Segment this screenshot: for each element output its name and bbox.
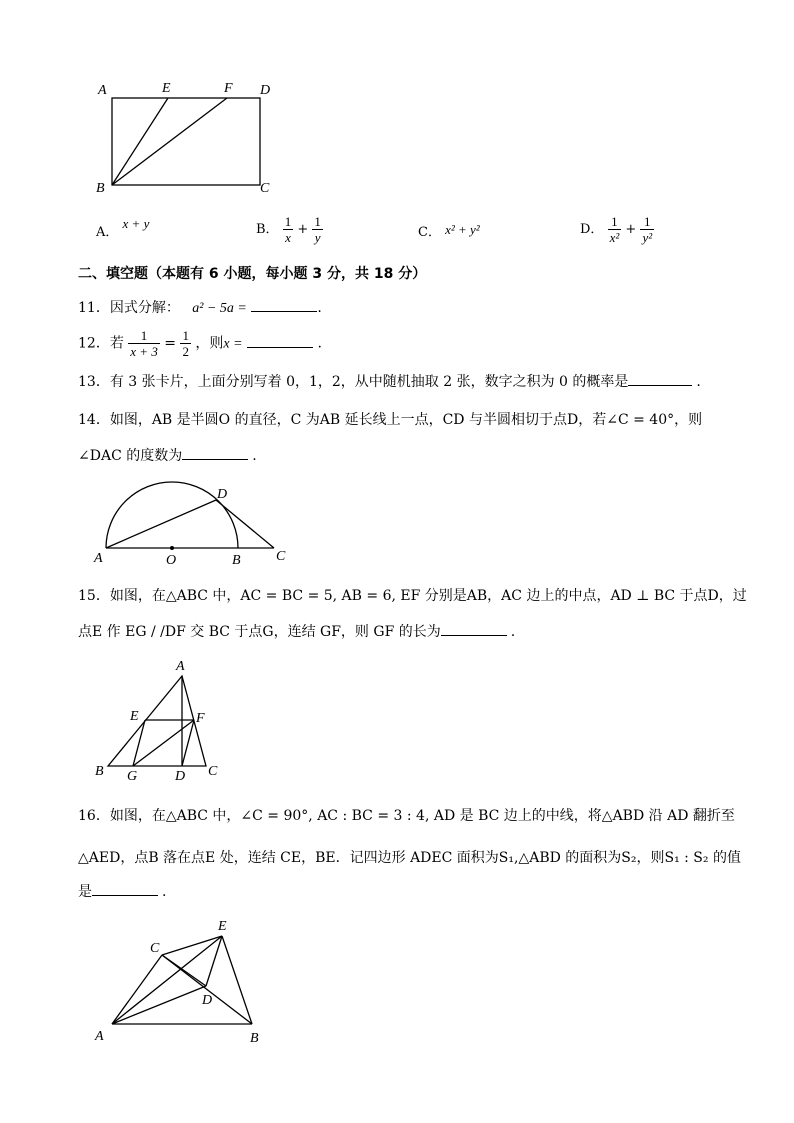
question-14-line-2: ∠DAC 的度数为 . xyxy=(78,448,257,464)
section-title: 二、填空题（本题有 6 小题，每小题 3 分，共 18 分） xyxy=(78,266,427,282)
segment-bf xyxy=(112,98,227,185)
semicircle-figure xyxy=(90,478,300,570)
label-e: E xyxy=(162,81,171,96)
rectangle-abcd xyxy=(112,98,260,185)
label-e: E xyxy=(218,919,227,934)
label-d: D xyxy=(217,487,228,502)
triangle-figure xyxy=(90,654,230,784)
label-a: A xyxy=(94,551,103,566)
answer-blank-15[interactable] xyxy=(441,622,507,636)
label-d: D xyxy=(175,769,186,784)
label-a: A xyxy=(176,659,185,674)
rectangle-figure xyxy=(90,76,290,200)
question-16-line-1: 16．如图，在△ABC 中，∠C = 90°, AC : BC = 3 : 4, AD 是 BC 边上的中线，将△ABD 沿 AD 翻折至 xyxy=(78,808,735,824)
label-b: B xyxy=(95,764,104,779)
segment-ed xyxy=(206,936,222,986)
label-a: A xyxy=(95,1029,104,1044)
segment-gf xyxy=(133,720,194,766)
question-11: 11．因式分解： a² − 5a = . xyxy=(78,300,322,316)
option-c[interactable]: C． x² + y² xyxy=(418,222,480,240)
segment-be xyxy=(112,98,168,185)
segment-ce xyxy=(162,936,222,955)
label-b: B xyxy=(232,553,241,568)
label-f: F xyxy=(196,711,205,726)
label-e: E xyxy=(130,709,139,724)
label-c: C xyxy=(260,181,270,196)
fold-figure xyxy=(90,910,280,1050)
label-d: D xyxy=(260,83,271,98)
answer-blank-12[interactable] xyxy=(247,334,313,348)
option-b[interactable]: B． $\frac{1}{x}$ + $\frac{1}{y}$ xyxy=(256,214,321,245)
question-16-line-3: 是 . xyxy=(78,884,167,900)
triangle-abc xyxy=(108,676,206,766)
question-15-line-2: 点E 作 EG / /DF 交 BC 于点G，连结 GF，则 GF 的长为 . xyxy=(78,624,516,640)
tangent-cd xyxy=(216,500,274,548)
answer-blank-13[interactable] xyxy=(628,372,692,386)
label-c: C xyxy=(276,549,286,564)
option-d[interactable]: D． $\frac{1}{\text{x²}}$ + $\frac{1}{\text{y²}}$ xyxy=(580,214,653,245)
label-o: O xyxy=(166,553,177,568)
label-b: B xyxy=(96,181,105,196)
answer-blank-16[interactable] xyxy=(92,882,158,896)
question-12: 12．若 $\frac{1}{x + 3}$ = $\frac{1}{2}$ ，则x = . xyxy=(78,328,322,359)
label-g: G xyxy=(127,769,138,784)
center-o xyxy=(170,546,174,550)
answer-blank-11[interactable] xyxy=(251,298,317,312)
label-f: F xyxy=(224,81,233,96)
segment-ae xyxy=(112,936,222,1024)
question-15-line-1: 15．如图，在△ABC 中，AC = BC = 5, AB = 6, EF 分别是AB，AC 边上的中点，AD ⊥ BC 于点D，过 xyxy=(78,588,747,604)
question-13: 13．有 3 张卡片，上面分别写着 0，1，2，从中随机抽取 2 张，数字之积为 0 的概率是 . xyxy=(78,374,701,390)
segment-cb xyxy=(162,955,252,1024)
label-d: D xyxy=(202,993,213,1008)
segment-cd xyxy=(162,955,206,986)
segment-ad xyxy=(106,500,216,548)
label-b: B xyxy=(250,1031,259,1046)
option-a[interactable]: A． x + y xyxy=(96,216,150,240)
segment-eb xyxy=(222,936,252,1024)
question-16-line-2: △AED，点B 落在点E 处，连结 CE，BE．记四边形 ADEC 面积为S₁,△ABD 的面积为S₂，则S₁ : S₂ 的值 xyxy=(78,850,741,866)
answer-blank-14[interactable] xyxy=(182,446,248,460)
label-c: C xyxy=(150,941,160,956)
question-14-line-1: 14．如图，AB 是半圆O 的直径，C 为AB 延长线上一点，CD 与半圆相切于点D，若∠C = 40°，则 xyxy=(78,412,703,428)
label-c: C xyxy=(208,764,218,779)
label-a: A xyxy=(98,83,107,98)
